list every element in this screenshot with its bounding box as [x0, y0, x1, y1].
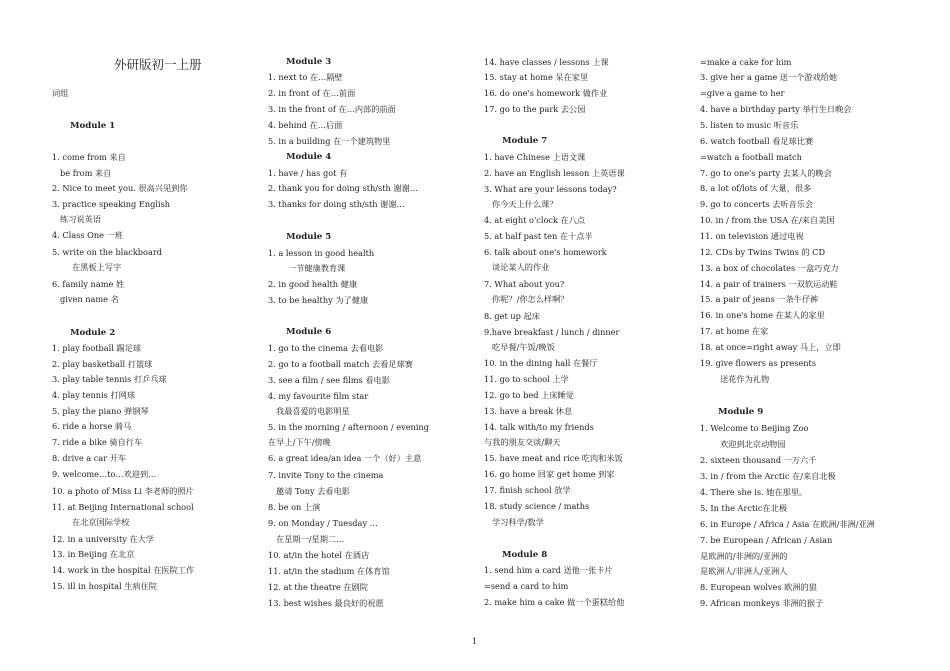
- phrase-line: given name 名: [60, 294, 119, 304]
- phrase-line: 6. watch football 看足球比赛: [700, 136, 814, 146]
- phrase-line: 是欧洲的/非洲的/亚洲的: [700, 551, 788, 561]
- phrase-line: 9. African monkeys 非洲的猴子: [700, 598, 824, 608]
- phrase-line: 吃早餐/午饭/晚饭: [492, 342, 555, 352]
- module-heading: Module 6: [286, 327, 332, 337]
- phrase-line: 4. my favourite film star: [268, 391, 369, 401]
- phrase-line: =make a cake for him: [700, 57, 792, 67]
- phrase-line: 3. practice speaking English: [52, 199, 171, 209]
- phrase-line: 3. to be healthy 为了健康: [268, 295, 369, 305]
- phrase-line: 2. thank you for doing sth/sth 谢谢…: [268, 183, 418, 193]
- phrase-line: 5. write on the blackboard: [52, 247, 163, 257]
- phrase-line: 17. at home 在家: [700, 326, 769, 336]
- phrase-line: 3. see a film / see films 看电影: [268, 375, 390, 385]
- phrase-line: 9. welcome…to…欢迎到…: [52, 469, 157, 479]
- phrase-line: 14. talk with/to my friends: [484, 422, 594, 432]
- phrase-line: 一节健康教育课: [288, 263, 346, 273]
- module-heading: Module 1: [70, 121, 116, 131]
- module-heading: Module 3: [286, 57, 332, 67]
- phrase-line: 你今天上什么课？: [492, 199, 558, 209]
- phrase-line: 12. at the theatre 在剧院: [268, 582, 368, 592]
- phrase-line: 10. at/in the hotel 在酒店: [268, 550, 370, 560]
- phrase-line: 7. What about you?: [484, 279, 565, 289]
- phrase-line: 2. have an English lesson 上英语课: [484, 168, 625, 178]
- phrase-line: =watch a football match: [700, 152, 802, 162]
- phrase-line: 3. play table tennis 打乒乓球: [52, 374, 167, 384]
- phrase-line: 2. play basketball 打篮球: [52, 359, 153, 369]
- phrase-line: 1. come from 来自: [52, 152, 126, 162]
- phrase-line: 3. give her a game 送一个游戏给她: [700, 72, 838, 82]
- phrase-line: 11. on television 通过电视: [700, 231, 804, 241]
- phrase-line: 谈论某人的作业: [492, 262, 550, 272]
- phrase-line: 学习科学/数学: [492, 517, 544, 527]
- phrase-line: 15. stay at home 呆在家里: [484, 72, 589, 82]
- phrase-line: 9. on Monday / Tuesday …: [268, 518, 378, 528]
- phrase-line: 15. a pair of jeans 一条牛仔裤: [700, 294, 819, 304]
- phrase-line: 4. have a birthday party 举行生日晚会: [700, 104, 852, 114]
- phrase-line: 18. study science / maths: [484, 501, 590, 511]
- phrase-line: 4. behind 在…后面: [268, 120, 343, 130]
- phrase-line: 16. in one's home 在某人的家里: [700, 310, 825, 320]
- phrase-line: 8. get up 起床: [484, 311, 540, 321]
- module-heading: Module 5: [286, 232, 332, 242]
- phrase-line: 1. a lesson in good health: [268, 248, 375, 258]
- phrase-line: 3. in the front of 在…内部的前面: [268, 104, 396, 114]
- phrase-line: 5. In the Arctic在北极: [700, 503, 788, 513]
- phrase-line: 8. European wolves 欧洲的狼: [700, 582, 817, 592]
- module-heading: Module 4: [286, 152, 332, 162]
- phrase-line: 6. family name 姓: [52, 279, 125, 289]
- phrase-line: =give a game to her: [700, 88, 785, 98]
- page-title: 外研版初一上册: [114, 57, 202, 72]
- phrase-line: 2. sixteen thousand 一万六千: [700, 455, 817, 465]
- phrase-line: 13. a box of chocolates 一盒巧克力: [700, 263, 839, 273]
- phrase-line: 3. What are your lessons today?: [484, 184, 617, 194]
- phrase-line: 1. send him a card 送他一张卡片: [484, 565, 613, 575]
- phrase-line: 6. ride a horse 骑马: [52, 421, 132, 431]
- phrase-line: 13. have a break 休息: [484, 406, 573, 416]
- phrase-line: 16. go home 回家 get home 到家: [484, 469, 615, 479]
- phrase-line: 10. in / from the USA 在/来自美国: [700, 215, 835, 225]
- phrase-line: 欢迎到北京动物园: [720, 439, 786, 449]
- module-heading: Module 8: [502, 550, 548, 560]
- phrase-line: 5. listen to music 听音乐: [700, 120, 799, 130]
- phrase-line: 7. be European / African / Asian: [700, 535, 833, 545]
- module-heading: Module 9: [718, 407, 764, 417]
- phrase-line: 2. make him a cake 做一个蛋糕给他: [484, 597, 625, 607]
- phrase-line: 4. Class One 一班: [52, 230, 123, 240]
- phrase-line: 5. play the piano 弹钢琴: [52, 406, 149, 416]
- phrase-line: 5. at half past ten 在十点半: [484, 231, 593, 241]
- phrase-line: 练习说英语: [60, 214, 101, 224]
- phrase-line: 在早上/下午/傍晚: [268, 437, 331, 447]
- phrase-line: 13. best wishes 最良好的祝愿: [268, 598, 384, 608]
- phrase-line: 2. in good health 健康: [268, 279, 358, 289]
- phrase-line: 5. in the morning / afternoon / evening: [268, 422, 429, 432]
- phrase-line: 在黑板上写字: [72, 262, 122, 272]
- phrase-line: 10. a photo of Miss Li 李老师的照片: [52, 486, 194, 496]
- phrase-line: 1. next to 在…隔壁: [268, 72, 343, 82]
- phrase-line: 7. go to one's party 去某人的晚会: [700, 168, 832, 178]
- phrase-line: 6. in Europe / Africa / Asia 在欧洲/非洲/亚洲: [700, 519, 875, 529]
- phrase-line: 是欧洲人/非洲人/亚洲人: [700, 566, 788, 576]
- module-heading: Module 7: [502, 136, 548, 146]
- phrase-line: 7. ride a bike 骑自行车: [52, 437, 143, 447]
- phrase-line: 17. finish school 放学: [484, 485, 571, 495]
- phrase-line: 10. in the dining hall 在餐厅: [484, 358, 598, 368]
- phrase-line: 15. have meat and rice 吃肉和米饭: [484, 453, 623, 463]
- phrase-line: 6. talk about one's homework: [484, 247, 607, 257]
- phrase-line: 16. do one's homework 做作业: [484, 88, 608, 98]
- phrase-line: 1. play football 踢足球: [52, 343, 142, 353]
- phrase-line: 词组: [52, 88, 69, 98]
- phrase-line: 1. have / has got 有: [268, 168, 348, 178]
- phrase-line: 2. go to a football match 去看足球赛: [268, 359, 413, 369]
- module-heading: Module 2: [70, 328, 116, 338]
- phrase-line: 17. go to the park 去公园: [484, 104, 586, 114]
- phrase-line: 6. a great idea/an idea 一个（好）主意: [268, 453, 422, 463]
- phrase-line: 8. a lot of/lots of 大量，很多: [700, 183, 812, 193]
- phrase-line: 8. drive a car 开车: [52, 453, 127, 463]
- phrase-line: 4. at eight o'clock 在八点: [484, 215, 586, 225]
- phrase-line: 14. have classes / lessons 上课: [484, 57, 609, 67]
- phrase-line: =send a card to him: [484, 581, 569, 591]
- phrase-line: 与我的朋友交谈/聊天: [484, 437, 561, 447]
- phrase-line: 13. in Beijing 在北京: [52, 549, 135, 559]
- phrase-line: be from 来自: [60, 168, 112, 178]
- phrase-line: 5. in a building 在一个建筑物里: [268, 136, 391, 146]
- phrase-line: 1. have Chinese 上语文课: [484, 152, 586, 162]
- phrase-line: 9. go to concerts 去听音乐会: [700, 199, 814, 209]
- phrase-line: 7. invite Tony to the cinema: [268, 470, 384, 480]
- phrase-line: 在北京国际学校: [72, 517, 130, 527]
- phrase-line: 18. at once=right away 马上，立即: [700, 342, 841, 352]
- phrase-line: 1. go to the cinema 去看电影: [268, 343, 384, 353]
- phrase-line: 12. CDs by Twins Twins 的 CD: [700, 247, 826, 257]
- phrase-line: 15. ill in hospital 生病住院: [52, 581, 157, 591]
- phrase-line: 送花作为礼物: [720, 374, 770, 384]
- phrase-line: 12. go to bed 上床睡觉: [484, 390, 574, 400]
- phrase-line: 在星期一/星期二…: [276, 534, 345, 544]
- phrase-line: 11. at Beijing International school: [52, 502, 194, 512]
- phrase-line: 我最喜爱的电影明星: [276, 406, 350, 416]
- phrase-line: 9.have breakfast / lunch / dinner: [484, 327, 620, 337]
- phrase-line: 8. be on 上演: [268, 502, 321, 512]
- phrase-line: 14. work in the hospital 在医院工作: [52, 565, 195, 575]
- phrase-line: 11. at/in the stadium 在体育馆: [268, 566, 390, 576]
- phrase-line: 11. go to school 上学: [484, 374, 569, 384]
- phrase-line: 1. Welcome to Beijing Zoo: [700, 423, 809, 433]
- phrase-line: 2. Nice to meet you. 很高兴见到你: [52, 183, 188, 193]
- phrase-line: 3. in / from the Arctic 在/来自北极: [700, 471, 836, 481]
- phrase-line: 19. give flowers as presents: [700, 358, 817, 368]
- phrase-line: 4. There she is. 她在那里。: [700, 487, 808, 497]
- page-number: 1: [472, 637, 478, 646]
- phrase-line: 邀请 Tony 去看电影: [276, 486, 350, 496]
- phrase-line: 2. in front of 在…前面: [268, 88, 356, 98]
- phrase-line: 你呢？/你怎么样啊？: [492, 294, 569, 304]
- phrase-line: 12. in a university 在大学: [52, 534, 155, 544]
- phrase-line: 4. play tennis 打网球: [52, 390, 136, 400]
- phrase-line: 14. a pair of trainers 一双软运动鞋: [700, 279, 838, 289]
- phrase-line: 3. thanks for doing sth/sth 谢谢…: [268, 199, 405, 209]
